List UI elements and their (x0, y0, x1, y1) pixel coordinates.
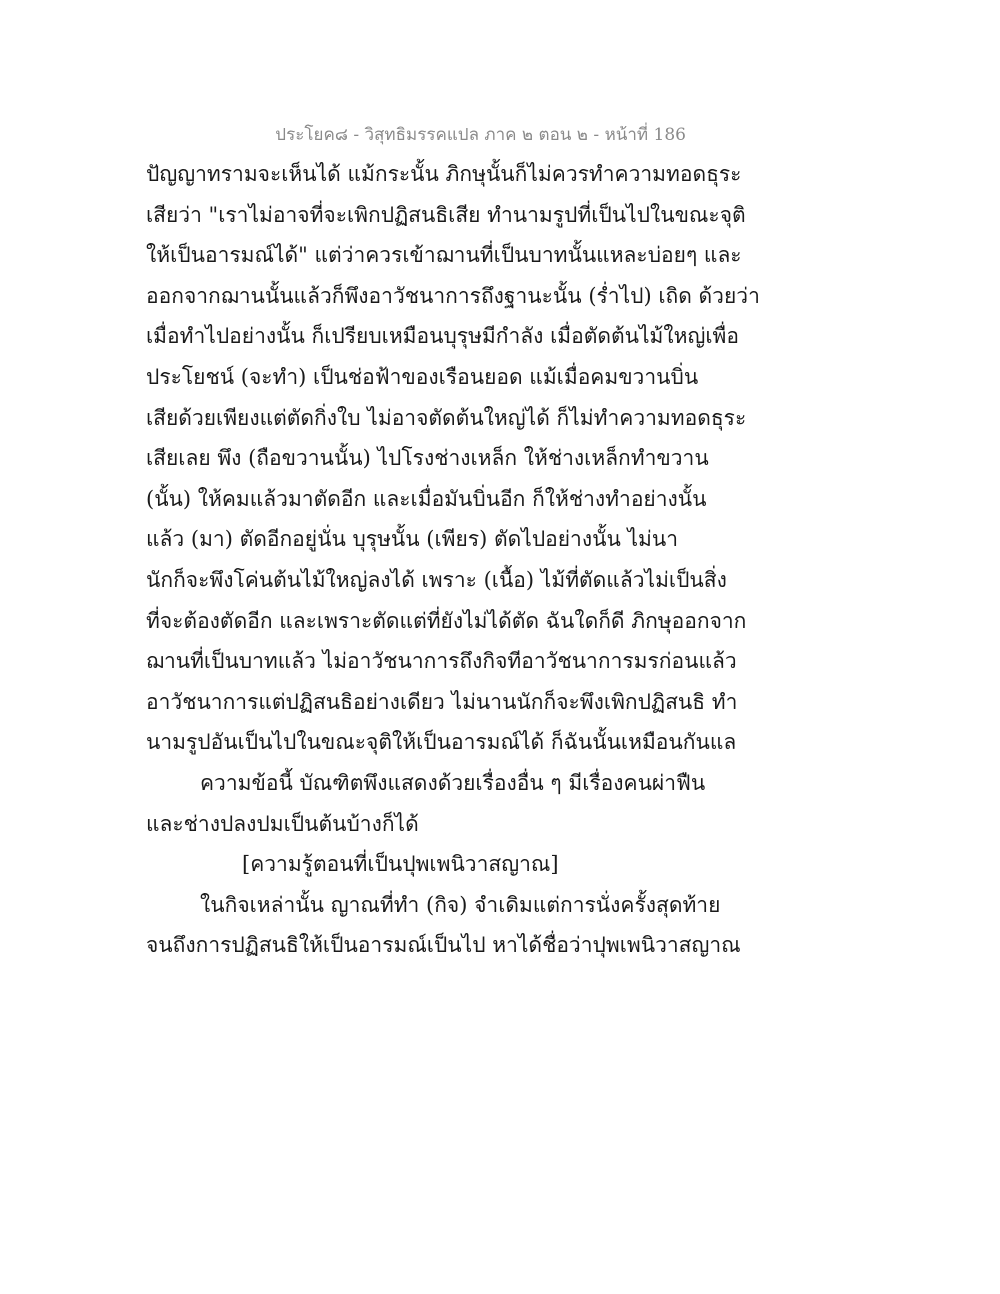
text-line: ปัญญาทรามจะเห็นได้ แม้กระนั้น ภิกษุนั้นก็ไม่ควรทำความทอดธุระ (146, 162, 742, 186)
running-header: ประโยค๘ - วิสุทธิมรรคแปล ภาค ๒ ตอน ๒ - หน้าที่ 186 (275, 125, 686, 145)
text-line: เสียว่า "เราไม่อาจที่จะเพิกปฏิสนธิเสีย ทำนามรูปที่เป็นไปในขณะจุติ (146, 202, 746, 227)
text-line: ประโยชน์ (จะทำ) เป็นช่อฟ้าของเรือนยอด แม้เมื่อคมขวานบิ่น (146, 364, 699, 389)
paragraph-first-line: ความข้อนี้ บัณฑิตพึงแสดงด้วยเรื่องอื่น ๆ มีเรื่องคนผ่าฟืน (200, 770, 706, 795)
text-line: (นั้น) ให้คมแล้วมาตัดอีก และเมื่อมันบิ่นอีก ก็ให้ช่างทำอย่างนั้น (146, 486, 707, 511)
text-line: ออกจากฌานนั้นแล้วก็พึงอาวัชนาการถึงฐานะนั้น (ร่ำไป) เถิด ด้วยว่า (146, 283, 760, 308)
text-line: เสียเลย พึง (ถือขวานนั้น) ไปโรงช่างเหล็ก ให้ช่างเหล็กทำขวาน (146, 446, 709, 471)
text-line: นักก็จะพึงโค่นต้นไม้ใหญ่ลงได้ เพราะ (เนื้อ) ไม้ที่ตัดแล้วไม่เป็นสิ่ง (146, 567, 727, 592)
text-line: นามรูปอันเป็นไปในขณะจุติให้เป็นอารมณ์ได้ ก็ฉันนั้นเหมือนกันแล (146, 730, 737, 755)
text-line: แล้ว (มา) ตัดอีกอยู่นั่น บุรุษนั้น (เพียร) ตัดไปอย่างนั้น ไม่นา (146, 527, 679, 552)
text-line: ที่จะต้องตัดอีก และเพราะตัดแต่ที่ยังไม่ได้ตัด ฉันใดก็ดี ภิกษุออกจาก (146, 608, 747, 633)
text-line: จนถึงการปฏิสนธิให้เป็นอารมณ์เป็นไป หาได้ชื่อว่าปุพเพนิวาสญาณ (146, 933, 741, 958)
text-line: เสียด้วยเพียงแต่ตัดกิ่งใบ ไม่อาจตัดต้นใหญ่ได้ ก็ไม่ทำความทอดธุระ (146, 405, 747, 430)
body-text (146, 154, 760, 966)
paragraph-first-line: ในกิจเหล่านั้น ญาณที่ทำ (กิจ) จำเดิมแต่การนั่งครั้งสุดท้าย (200, 892, 721, 917)
text-line: อาวัชนาการแต่ปฏิสนธิอย่างเดียว ไม่นานนักก็จะพึงเพิกปฏิสนธิ ทำ (146, 689, 738, 714)
text-line: และช่างปลงปมเป็นต้นบ้างก็ได้ (146, 811, 419, 836)
section-heading: [ความรู้ตอนที่เป็นปุพเพนิวาสญาณ] (242, 852, 559, 877)
text-line: ฌานที่เป็นบาทแล้ว ไม่อาวัชนาการถึงกิจทีอาวัชนาการมรก่อนแล้ว (146, 649, 737, 674)
text-line: เมื่อทำไปอย่างนั้น ก็เปรียบเหมือนบุรุษมีกำลัง เมื่อตัดต้นไม้ใหญ่เพื่อ (146, 324, 740, 349)
text-line: ให้เป็นอารมณ์ได้" แต่ว่าควรเข้าฌานที่เป็นบาทนั้นแหละบ่อยๆ และ (146, 243, 742, 268)
